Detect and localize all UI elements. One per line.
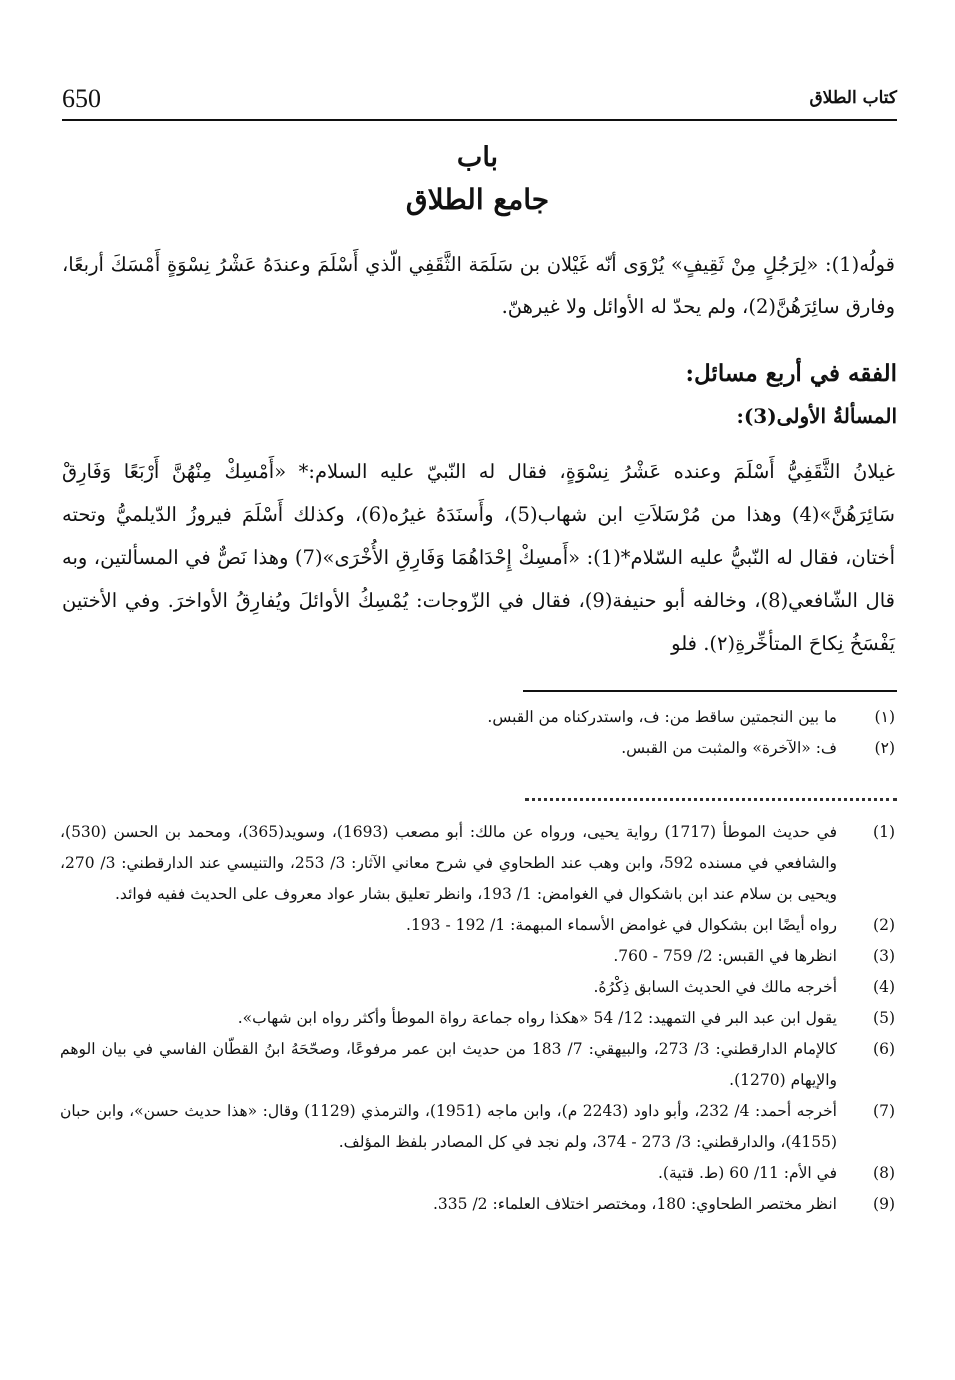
footnote-item — [60, 702, 895, 733]
footnote-text: ما بين النجمتين ساقط من: ف، واستدركناه من القبس. — [487, 708, 837, 726]
footnote-number: (3) — [873, 947, 895, 965]
footnote-item — [60, 1158, 895, 1189]
page-header — [62, 84, 897, 122]
footnote-item — [60, 817, 895, 910]
footnote-number: (2) — [873, 916, 895, 934]
footnote-number: (6) — [873, 1040, 895, 1058]
footnote-item — [60, 941, 895, 972]
footnote-text: رواه أيضًا ابن بشكوال في غوامض الأسماء المبهمة: 1/ 192 - 193. — [406, 916, 837, 934]
footnote-text: يقول ابن عبد البر في التمهيد: 12/ 54 «هكذا رواه جماعة رواة الموطأ وأكثر رواه ابن شهاب». — [237, 1009, 837, 1027]
footnote-item — [60, 910, 895, 941]
footnote-number: (9) — [873, 1195, 895, 1213]
footnote-text: ف: «الآخرة» والمثبت من القبس. — [621, 739, 837, 757]
page-number: 650 — [62, 84, 101, 113]
footnote-text: أخرجه أحمد: 4/ 232، وأبو داود (2243 م)، وابن ماجه (1951)، والترمذي (1129) وقال: «هذا حديث حسن»، وابن حبان (4155)، والدارقطني: 3/ 273 - 374، ولم نجد في كل المصادر بلفظ المؤلف. — [60, 1102, 837, 1151]
issue-heading: المسألةُ الأولى(3): — [736, 404, 897, 428]
editor-footnotes — [60, 702, 895, 764]
header-rule — [62, 119, 897, 121]
footnote-item — [60, 1003, 895, 1034]
footnote-text: كالإمام الدارقطني: 3/ 273، والبيهقي: 7/ 183 من حديث ابن عمر مرفوعًا، وصحّحَهُ ابنُ القطّان الفاسي في بيان الوهم والإيهام (1270). — [60, 1040, 838, 1089]
dotted-separator — [525, 798, 897, 801]
footnote-text: في الأم: 11/ 60 (ط. قتية). — [658, 1164, 837, 1182]
footnote-item — [60, 733, 895, 764]
footnote-item — [60, 972, 895, 1003]
footnote-text: انظر مختصر الطحاوي: 180، ومختصر اختلاف العلماء: 2/ 335. — [432, 1195, 837, 1213]
chapter-label: باب — [456, 142, 499, 173]
footnote-number: (1) — [873, 823, 895, 841]
footnote-number: (٢) — [874, 739, 895, 757]
footnote-text: في حديث الموطأ (1717) رواية يحيى، ورواه عن مالك: أبو مصعب (1693)، وسويد(365)، ومحمد بن الحسن (530)، والشافعي في مسنده 592، وابن وهب عند الطحاوي في شرح معاني الآثار: 3/ 253، والتنيسي عند الدارقطني: 3/ 270، ويحيى بن سلام عند ابن باشكوال في الغوامض: 1/ 193، وانظر تعليق بشار عواد معروف على الحديث ففيه فوائد. — [60, 823, 838, 903]
footnote-number: (5) — [873, 1009, 895, 1027]
footnote-separator — [523, 690, 897, 692]
footnote-number: (7) — [873, 1102, 895, 1120]
section-heading: الفقه في أربع مسائل: — [685, 360, 897, 387]
footnote-item — [60, 1096, 895, 1158]
footnote-number: (8) — [873, 1164, 895, 1182]
footnote-text: أخرجه مالك في الحديث السابق ذِكْرُهُ. — [593, 978, 837, 996]
footnote-item — [60, 1189, 895, 1220]
footnote-text: انظرها في القبس: 2/ 759 - 760. — [613, 947, 837, 965]
source-footnotes — [60, 817, 895, 1220]
footnote-number: (4) — [873, 978, 895, 996]
footnote-number: (١) — [874, 708, 895, 726]
body-paragraph: غيلانُ الثَّقَفِيُّ أَسْلَمَ وعنده عَشْرُ نِسْوَةٍ، فقال له النّبيّ عليه السلام:* «أَمْسِكْ مِنْهُنَّ أَرْبَعًا وَفَارِقْ سَائِرَهُنَّ»(4) وهذا من مُرْسَلاَتِ ابن شهاب(5)، وأَسنَدَهُ غيرُه(6)، وكذلك أَسْلَمَ فيروزُ الدّيلميُّ وتحته أختان، فقال له النّبيُّ عليه السّلام*(1): «أَمسِكْ إِحْدَاهُمَا وَفَارِقِ الأُخْرَى»(7) وهذا نَصٌّ في المسألتين، وبه قال الشّافعي(8)، وخالفه أبو حنيفة(9)، فقال في الزّوجات: يُمْسِكُ الأوائلَ ويُفارِقُ الأواخرَ. وفي الأختين يَفْسَخُ نِكاحَ المتأخِّرةِ(٢). فلو — [62, 460, 895, 655]
footnote-item — [60, 1034, 895, 1096]
running-title: كتاب الطلاق — [809, 88, 897, 108]
chapter-title: جامع الطلاق — [405, 183, 550, 216]
quote-paragraph: قولُه(1): «لِرَجُلٍ مِنْ ثَقِيفٍ» يُرْوَى أنّه غَيْلان بن سَلَمَة الثَّقَفِي الّذي أَسْلَمَ وعندَهُ عَشْرُ نِسْوَةٍ أَمْسَكَ أربعًا، وفارق سائِرَهُنَّ(2)، ولم يحدّ له الأوائل ولا غيرهنّ. — [62, 253, 895, 318]
